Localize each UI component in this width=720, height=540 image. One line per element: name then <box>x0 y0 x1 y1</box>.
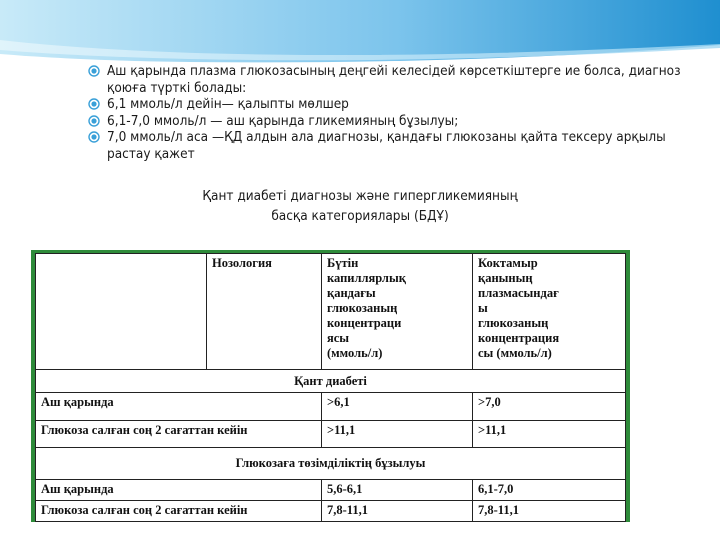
bullet-item <box>88 63 698 96</box>
bullet-text: 6,1 ммоль/л дейін— қалыпты мөлшер <box>107 96 349 112</box>
row-value-venous: >7,0 <box>473 393 626 420</box>
table-row <box>36 479 626 500</box>
section-title-tolerance: Глюкозаға төзімділіктің бұзылуы <box>36 448 626 480</box>
circle-bullet-icon <box>88 115 100 127</box>
header-cell-capillary: Бүтін капиллярлық қандағы глюкозаның концентраци ясы (ммоль/л) <box>322 254 473 370</box>
row-label: Глюкоза салған соң 2 сағаттан кейін <box>36 420 322 447</box>
header-cell-nosology: Нозология <box>207 254 322 370</box>
row-value-venous: >11,1 <box>473 420 626 447</box>
table-section-row <box>36 448 626 480</box>
bullet-item <box>88 96 698 113</box>
row-label: Аш қарында <box>36 479 322 500</box>
table-row <box>36 420 626 447</box>
bullet-text: 7,0 ммоль/л аса —ҚД алдын ала диагнозы, қандағы глюкозаны қайта тексеру арқылы растау қажет <box>107 129 666 162</box>
row-value-capillary: >6,1 <box>322 393 473 420</box>
circle-bullet-icon <box>88 65 100 77</box>
circle-bullet-icon <box>88 98 100 110</box>
header-wave-graphic <box>0 0 720 70</box>
table-caption <box>180 186 540 226</box>
table-section-row <box>36 370 626 393</box>
row-value-capillary: >11,1 <box>322 420 473 447</box>
header-band <box>0 0 720 70</box>
bullet-text: Аш қарында плазма глюкозасының деңгейі келесідей көрсеткіштерге ие болса, диагноз қоюға түрткі болады: <box>107 63 681 96</box>
table-header-row <box>36 254 626 370</box>
circle-bullet-icon <box>88 131 100 143</box>
row-value-capillary: 7,8-11,1 <box>322 500 473 521</box>
table-row <box>36 393 626 420</box>
section-title-diabetes: Қант диабеті <box>36 370 626 393</box>
bullet-item <box>88 129 698 162</box>
table-frame <box>31 250 630 522</box>
row-value-venous: 7,8-11,1 <box>473 500 626 521</box>
caption-line-1: Қант диабеті диагнозы және гипергликемияның <box>202 188 518 204</box>
header-cell-empty <box>36 254 207 370</box>
diagnosis-table <box>35 253 626 522</box>
row-label: Аш қарында <box>36 393 322 420</box>
header-cell-venous-plasma: Коктамыр қанының плазмасындағ ы глюкозаның концентрация сы (ммоль/л) <box>473 254 626 370</box>
bullet-list <box>88 63 698 162</box>
caption-line-2: басқа категориялары (БДҰ) <box>271 208 449 224</box>
row-label: Глюкоза салған соң 2 сағаттан кейін <box>36 500 322 521</box>
bullet-item <box>88 113 698 130</box>
bullet-text: 6,1-7,0 ммоль/л — аш қарында гликемияның бұзылуы; <box>107 112 459 129</box>
row-value-capillary: 5,6-6,1 <box>322 479 473 500</box>
table-row <box>36 500 626 521</box>
row-value-venous: 6,1-7,0 <box>473 479 626 500</box>
